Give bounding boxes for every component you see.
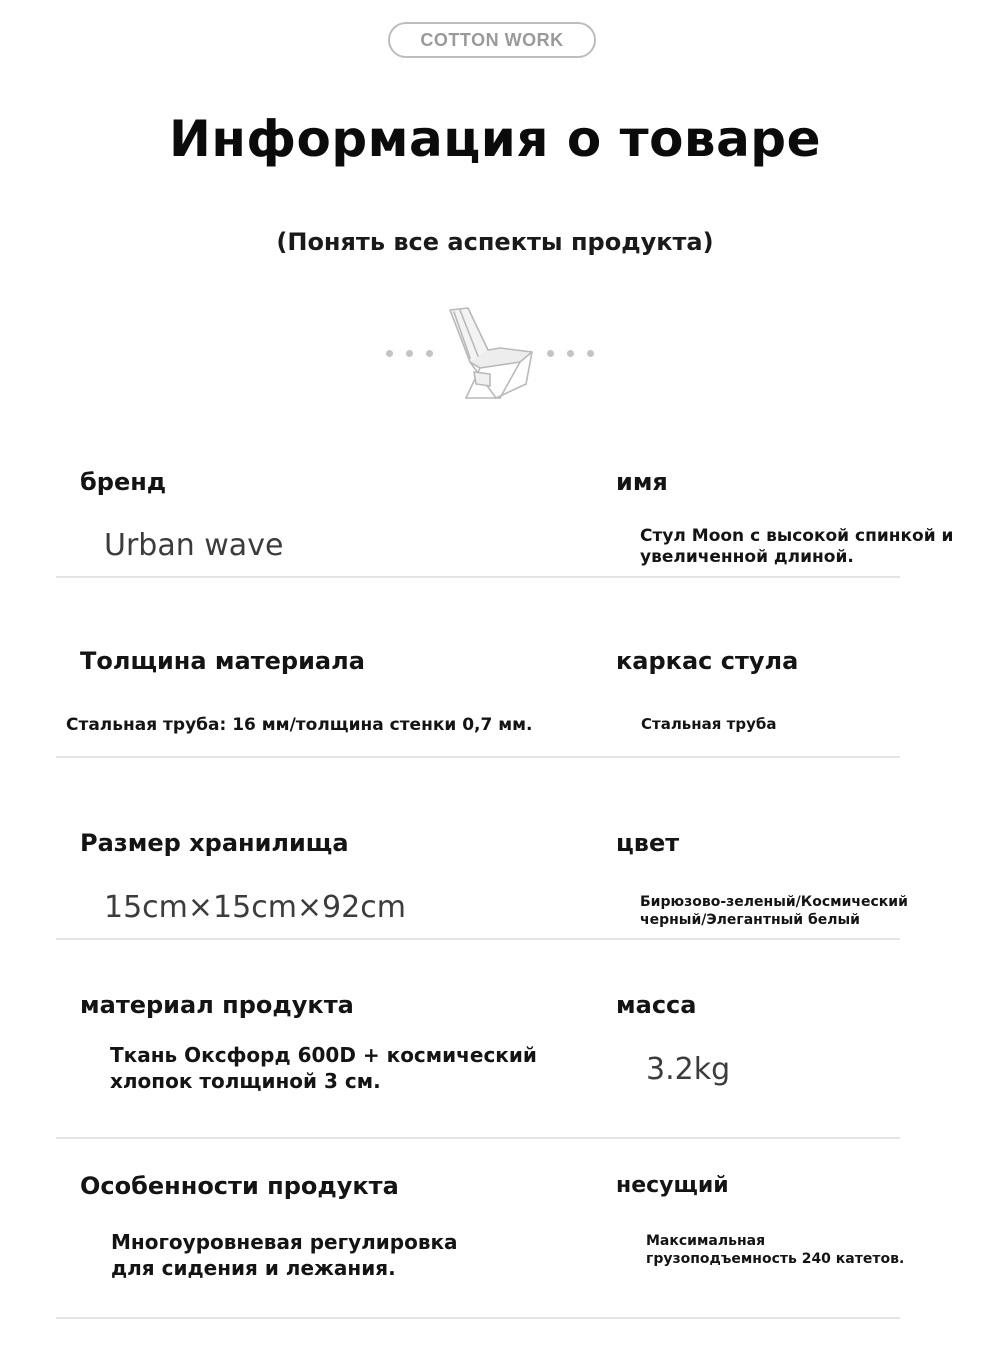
value-name: Стул Moon с высокой спинкой и увеличенной длиной.: [640, 526, 954, 567]
label-product-features: Особенности продукта: [80, 1172, 399, 1200]
label-weight: масса: [616, 991, 697, 1019]
row-divider: [56, 1317, 900, 1319]
label-storage-size: Размер хранилища: [80, 829, 349, 857]
label-brand: бренд: [80, 468, 167, 496]
label-color: цвет: [616, 829, 680, 857]
decorative-dots-left: [386, 350, 433, 357]
row-divider: [56, 756, 900, 758]
value-frame: Стальная труба: [641, 715, 777, 733]
label-name: имя: [616, 468, 668, 496]
value-product-features: Многоуровневая регулировка для сидения и лежания.: [111, 1230, 458, 1280]
value-weight: 3.2kg: [646, 1052, 731, 1087]
label-frame: каркас стула: [616, 647, 799, 675]
page-title: Информация о товаре: [168, 110, 822, 168]
brand-badge: COTTON WORK: [388, 22, 596, 58]
row-divider: [56, 938, 900, 940]
label-material-thickness: Толщина материала: [80, 647, 365, 675]
value-product-material: Ткань Оксфорд 600D + космический хлопок толщиной 3 см.: [110, 1043, 537, 1093]
row-divider: [56, 1137, 900, 1139]
value-color: Бирюзово-зеленый/Космический черный/Элегантный белый: [640, 894, 908, 928]
value-storage-size: 15cm×15cm×92cm: [104, 890, 406, 925]
row-divider: [56, 576, 900, 578]
value-material-thickness: Стальная труба: 16 мм/толщина стенки 0,7 мм.: [66, 715, 533, 735]
label-product-material: материал продукта: [80, 991, 354, 1019]
folding-chair-icon: [440, 302, 540, 406]
value-load-capacity: Максимальная грузоподъемность 240 катетов.: [646, 1233, 905, 1267]
page-subtitle: (Понять все аспекты продукта): [276, 228, 714, 256]
decorative-dots-right: [547, 350, 594, 357]
value-brand: Urban wave: [104, 528, 284, 563]
label-load-capacity: несущий: [616, 1173, 729, 1198]
